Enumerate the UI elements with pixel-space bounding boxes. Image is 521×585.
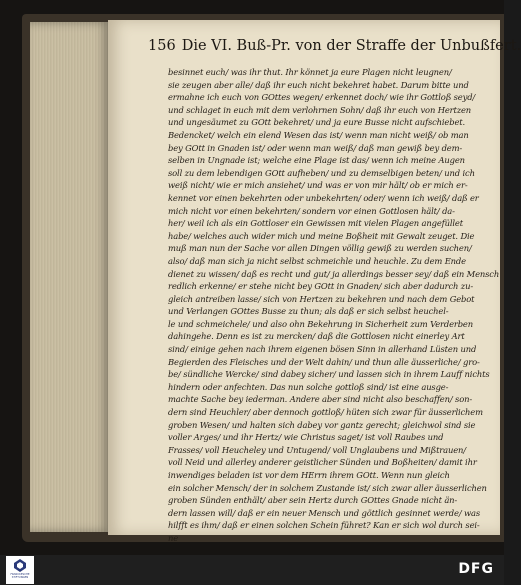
viewer-footer [0, 555, 504, 585]
text-line: und schlaget in euch mit dem verlohrnen Sohn/ daß ihr euch von Hertzen [168, 104, 472, 115]
text-line: habe/ welches auch wider mich und meine Boßheit mit Gewalt zeuget. Die [168, 230, 475, 241]
text-line: und ungesäumet zu GOtt bekehret/ und ja eure Busse nicht aufschiebet. [168, 117, 465, 128]
book-page [108, 20, 521, 543]
text-line: groben Sünden enthält/ aber sein Hertz durch GOttes Gnade nicht än- [168, 495, 458, 506]
page-header [148, 38, 521, 62]
text-line: dern sind Heuchler/ aber dennoch gottloß/ hüten sich zwar für äusserlichem [168, 407, 483, 418]
text-line: dahingehe. Denn es ist zu mercken/ daß die Gottlosen nicht einerley Art [168, 331, 465, 342]
text-line: be/ sündliche Wercke/ sind dabey sicher/ und lassen sich in ihrem Lauff nichts [168, 369, 490, 380]
text-line: kennet vor einen bekehrten oder unbekehrten/ oder/ wenn ich weiß/ daß er [168, 192, 479, 203]
text-line: ne [168, 532, 179, 543]
text-line: sie zeugen aber alle/ daß ihr euch nicht bekehret habet. Darum bitte und [168, 79, 469, 90]
text-line: machte Sache bey iederman. Andere aber sind nicht also beschaffen/ son- [168, 394, 473, 405]
logo-text: FRANCKESCHE STIFTUNGEN [10, 573, 30, 579]
text-line: hilfft es ihm/ daß er einen solchen Schein führet? Kan er sich wol durch sei- [168, 520, 480, 531]
text-line: Bedencket/ welch ein elend Wesen das ist/ wenn man nicht weiß/ ob man [168, 129, 469, 140]
text-line: groben Wesen/ und halten sich dabey vor gantz gerecht; gleichwol sind sie [168, 419, 476, 430]
text-line: redlich erkenne/ er stehe nicht bey GOtt in Gnaden/ sich aber dadurch zu- [168, 281, 473, 292]
text-line: voll Neid und allerley anderer geistlicher Sünden und Boßheiten/ damit ihr [168, 457, 477, 468]
text-line: dienet zu wissen/ daß es recht und gut/ ja allerdings besser sey/ daß ein Mensch [168, 268, 500, 279]
text-line: bey GOtt in Gnaden ist/ oder wenn man weiß/ daß man gewiß bey dem- [168, 142, 463, 153]
text-line: mich nicht vor einen bekehrten/ sondern vor einen Gottlosen hält/ da- [168, 205, 455, 216]
page-edges [30, 22, 110, 532]
text-line: Frasses/ voll Heucheley und Untugend/ voll Unglaubens und Mißtrauen/ [168, 444, 466, 455]
text-line: besinnet euch/ was ihr thut. Ihr könnet ja eure Plagen nicht leugnen/ [168, 67, 452, 77]
text-line: ein solcher Mensch/ der in solchem Zustande ist/ sich zwar aller äusserlichen [168, 482, 487, 493]
text-line: inwendiges beladen ist vor dem HErrn ihrem GOtt. Wenn nun gleich [168, 470, 450, 480]
text-line: und Verlangen GOttes Busse zu thun; als daß er sich selbst heuchel- [168, 306, 449, 317]
text-line: Begierden des Fleisches und der Welt dahin/ und thun alle äusserliche/ gro- [168, 356, 480, 367]
text-line: selben in Ungnade ist; welche eine Plage ist das/ wenn ich meine Augen [168, 155, 465, 166]
text-line: le und schmeichele/ und also ohn Bekehrung in Sicherheit zum Verderben [168, 318, 473, 329]
text-line: ermahne ich euch von GOttes wegen/ erkennet doch/ wie ihr Gottloß seyd/ [168, 92, 476, 103]
text-line: hindern oder anfechten. Das nun solche gottloß sind/ ist eine ausge- [168, 381, 449, 392]
dfg-logo[interactable]: DFG [458, 561, 494, 577]
text-line: weiß nicht/ wie er mich ansiehet/ und was er von mir hält/ ob er mich er- [168, 180, 468, 191]
text-line: her/ weil ich als ein Gottloser ein Gewissen mit vielen Plagen angefüllet [168, 218, 463, 229]
text-line: gleich antreiben lasse/ sich von Hertzen zu bekehren und nach dem Gebot [168, 293, 475, 304]
text-line: voller Arges/ und ihr Hertz/ wie Christus saget/ ist voll Raubes und [168, 432, 444, 443]
text-line: dern lassen will/ daß er ein neuer Mensch und göttlich gesinnet werde/ was [168, 507, 481, 518]
text-line: also/ daß man sich ja nicht selbst schmeichle und heuchle. Zu dem Ende [168, 255, 466, 266]
franckesche-stiftungen-logo-icon[interactable] [6, 556, 34, 584]
running-title: Die VI. Buß-Pr. von der Straffe der Unbußfert. [181, 38, 521, 54]
body-text [168, 66, 500, 543]
text-line: soll zu dem lebendigen GOtt aufheben/ und zu demselbigen beten/ und ich [168, 167, 475, 178]
text-line: muß man nun der Sache vor allen Dingen völlig gewiß zu werden suchen/ [168, 243, 472, 254]
page-number: 156 [148, 38, 176, 54]
text-line: sind/ einige gehen nach ihrem eigenen bösen Sinn in allerhand Lüsten und [168, 344, 477, 355]
